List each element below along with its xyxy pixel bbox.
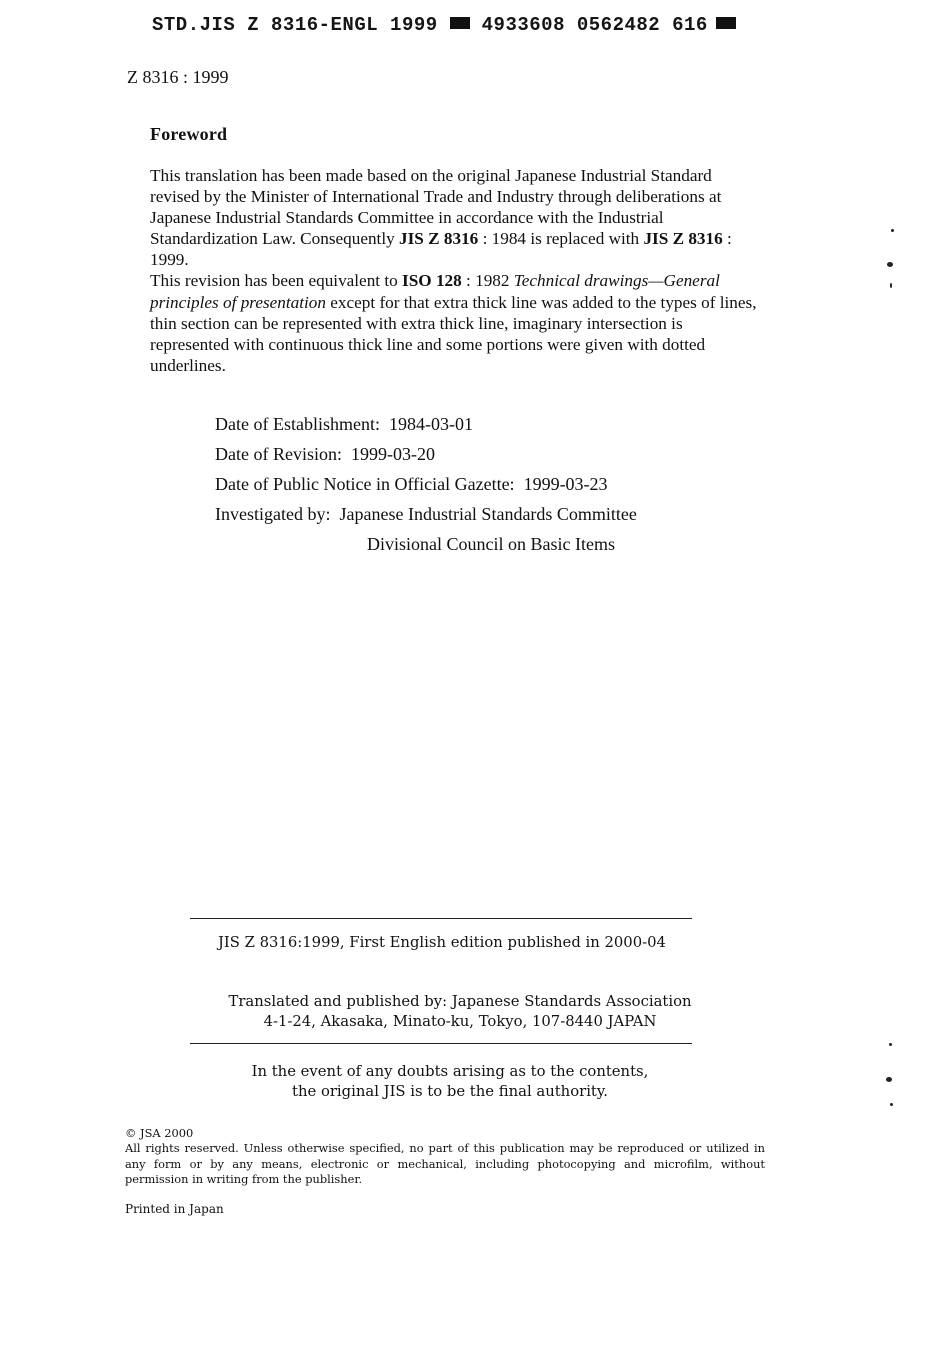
label: Date of Public Notice in Official Gazette: [215, 474, 515, 494]
date-public-notice [215, 473, 637, 503]
text-run: This translation has been made based on the original Japanese Industrial Standard revised by the Minister of International Trade and Industry through deliberations at Japanese Industrial Standards Committee in accordance with the Industrial Standardization Law. Consequently [150, 166, 722, 249]
divider-top [190, 918, 692, 919]
publisher-line-1: Translated and published by: Japanese Standards Association [228, 993, 692, 1010]
label: Investigated by: [215, 504, 331, 524]
value: 1984-03-01 [388, 414, 473, 434]
document-number: Z 8316 : 1999 [127, 67, 229, 87]
value: Japanese Industrial Standards Committee [339, 504, 637, 524]
stamp-serial: 4933608 0562482 616 [481, 14, 708, 36]
notice-line-1: In the event of any doubts arising as to the contents, [251, 1063, 649, 1080]
legal-block [125, 1126, 765, 1188]
scan-speck [890, 1103, 893, 1106]
authority-notice [190, 1062, 710, 1102]
publisher-block [190, 992, 730, 1032]
text-run: : 1984 is replaced with [478, 229, 644, 249]
value: 1999-03-20 [350, 444, 435, 464]
copyright-line: © JSA 2000 [125, 1126, 194, 1140]
foreword-paragraph-1 [150, 165, 760, 270]
label: Date of Establishment: [215, 414, 380, 434]
text-run: : 1999. [150, 229, 732, 270]
text-run: : 1982 [461, 271, 514, 291]
divider-bottom [190, 1043, 692, 1044]
foreword-paragraph-2 [150, 270, 760, 375]
investigated-by [215, 503, 637, 533]
iso-title: Technical drawings—General principles of presentation [150, 271, 720, 312]
standard-ref-new: JIS Z 8316 [643, 229, 723, 249]
scan-speck [887, 262, 893, 267]
printed-in-line: Printed in Japan [125, 1202, 224, 1216]
publisher-line-2: 4-1-24, Akasaka, Minato-ku, Tokyo, 107-8440 JAPAN [263, 1013, 657, 1030]
foreword-title: Foreword [150, 124, 228, 144]
scan-speck [886, 1077, 892, 1082]
stamp-block-mark-end [716, 17, 736, 29]
standard-ref-old: JIS Z 8316 [399, 229, 479, 249]
stamp-code: STD.JIS Z 8316-ENGL 1999 [152, 14, 438, 36]
edition-line: JIS Z 8316:1999, First English edition published in 2000-04 [218, 934, 666, 951]
date-revision [215, 443, 637, 473]
rights-statement: All rights reserved. Unless otherwise specified, no part of this publication may be reproduced or utilized in any form or by any means, electronic or mechanical, including photocopying and microfilm, without permission in writing from the publisher. [125, 1141, 765, 1187]
foreword-body [150, 165, 760, 376]
notice-line-2: the original JIS is to be the final authority. [292, 1083, 608, 1100]
iso-ref: ISO 128 [402, 271, 462, 291]
scan-speck [891, 229, 894, 232]
label: Date of Revision: [215, 444, 342, 464]
investigated-by-continued: Divisional Council on Basic Items [367, 534, 615, 554]
dates-block [215, 413, 637, 563]
text-run: This revision has been equivalent to [150, 271, 403, 291]
scan-speck [890, 283, 892, 288]
stamp-block-mark [450, 17, 470, 29]
text-run: except for that extra thick line was added to the types of lines, thin section can be represented with extra thick line, imaginary intersection is represented with continuous thick line and some portions were given with dotted underlines. [150, 292, 757, 375]
header-stamp [152, 14, 736, 36]
value: 1999-03-23 [523, 474, 608, 494]
date-establishment [215, 413, 637, 443]
scan-speck [889, 1043, 892, 1046]
